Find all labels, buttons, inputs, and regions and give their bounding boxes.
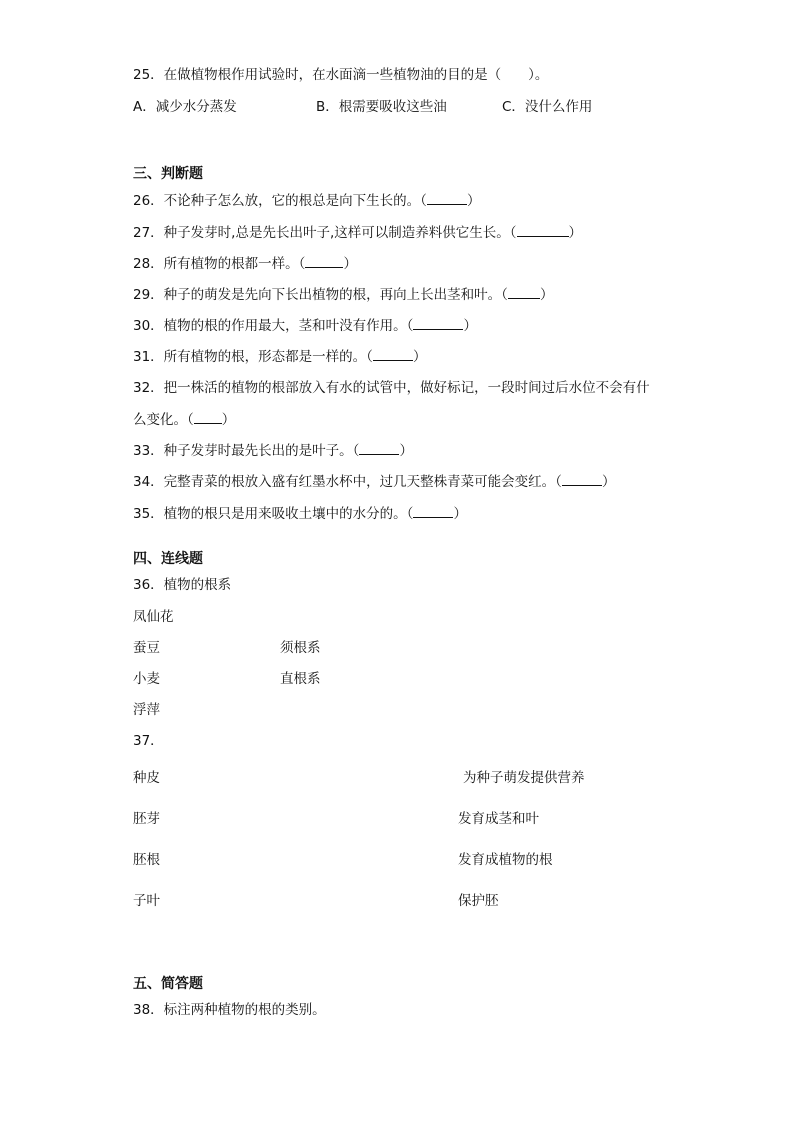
question-33: 33．种子发芽时最先长出的是叶子。（ ） <box>133 443 413 459</box>
answer-blank[interactable] <box>508 285 540 299</box>
question-32: 32．把一株活的植物的根部放入有水的试管中，做好标记，一段时间过后水位不会有什 <box>133 380 650 396</box>
q36-left-item: 小麦 <box>133 671 160 687</box>
q37-right-item: 为种子萌发提供营养 <box>463 770 585 786</box>
q37-left-item: 胚根 <box>133 852 160 868</box>
section-5-heading: 五、简答题 <box>133 976 203 992</box>
question-28: 28．所有植物的根都一样。（ ） <box>133 256 357 272</box>
q25-option-b: B．根需要吸收这些油 <box>316 99 447 115</box>
answer-blank[interactable] <box>359 441 399 455</box>
answer-blank[interactable] <box>373 347 413 361</box>
question-27: 27．种子发芽时,总是先长出叶子,这样可以制造养料供它生长。（ ） <box>133 225 583 241</box>
answer-blank[interactable] <box>305 254 343 268</box>
answer-blank[interactable] <box>427 191 467 205</box>
q36-left-item: 浮萍 <box>133 702 160 718</box>
q25-option-a: A．减少水分蒸发 <box>133 99 237 115</box>
answer-blank[interactable] <box>413 504 453 518</box>
q37-right-item: 发育成植物的根 <box>458 852 553 868</box>
answer-blank[interactable] <box>413 316 463 330</box>
question-34: 34．完整青菜的根放入盛有红墨水杯中，过几天整株青菜可能会变红。（ ） <box>133 474 616 490</box>
question-25-stem: 25．在做植物根作用试验时，在水面滴一些植物油的目的是（ ）。 <box>133 67 549 83</box>
q25-option-c: C．没什么作用 <box>502 99 593 115</box>
q37-left-item: 胚芽 <box>133 811 160 827</box>
q37-right-item: 保护胚 <box>458 893 499 909</box>
q37-right-item: 发育成茎和叶 <box>458 811 539 827</box>
question-30: 30．植物的根的作用最大，茎和叶没有作用。（ ） <box>133 318 477 334</box>
q36-right-item: 直根系 <box>280 671 321 687</box>
answer-blank[interactable] <box>517 223 569 237</box>
question-35: 35．植物的根只是用来吸收土壤中的水分的。（ ） <box>133 506 467 522</box>
question-36-stem: 36．植物的根系 <box>133 577 232 593</box>
section-4-heading: 四、连线题 <box>133 551 203 567</box>
q36-right-item: 须根系 <box>280 640 321 656</box>
section-3-heading: 三、判断题 <box>133 166 203 182</box>
answer-blank[interactable] <box>562 472 602 486</box>
question-37-stem: 37． <box>133 733 164 749</box>
q36-left-item: 凤仙花 <box>133 609 174 625</box>
q36-left-item: 蚕豆 <box>133 640 160 656</box>
question-29: 29．种子的萌发是先向下长出植物的根，再向上长出茎和叶。（ ） <box>133 287 554 303</box>
q37-left-item: 子叶 <box>133 893 160 909</box>
question-31: 31．所有植物的根，形态都是一样的。（ ） <box>133 349 427 365</box>
q37-left-item: 种皮 <box>133 770 160 786</box>
question-32-cont: 么变化。（ ） <box>133 412 236 428</box>
question-26: 26．不论种子怎么放，它的根总是向下生长的。（ ） <box>133 193 481 209</box>
question-38: 38．标注两种植物的根的类别。 <box>133 1002 326 1018</box>
answer-blank[interactable] <box>194 410 222 424</box>
